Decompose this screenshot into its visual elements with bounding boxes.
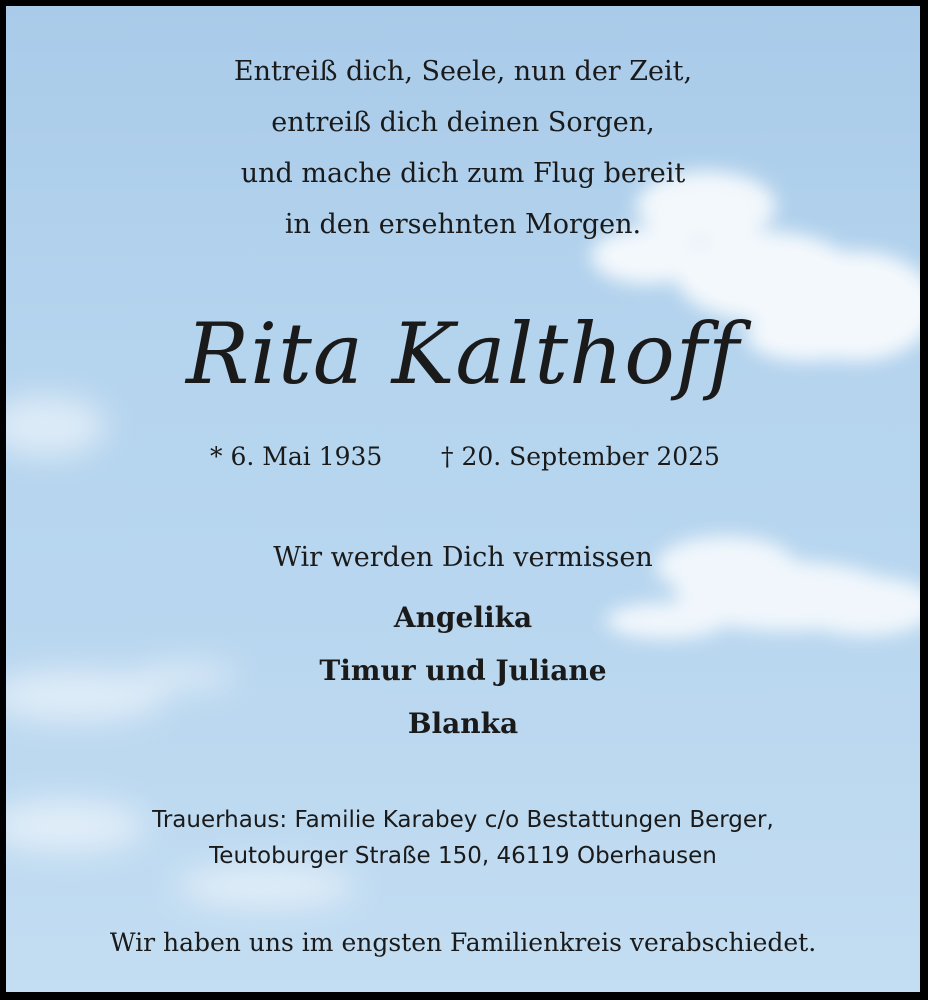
poem (6, 46, 920, 250)
life-dates (6, 442, 920, 482)
deceased-name: Rita Kalthoff (186, 305, 740, 403)
mourner-name: Timur und Juliane (319, 654, 607, 687)
mourners-intro: Wir werden Dich vermissen (273, 542, 653, 573)
poem-line: und mache dich zum Flug bereit (240, 158, 686, 189)
poem-line: Entreiß dich, Seele, nun der Zeit, (233, 56, 693, 87)
address-line: Teutoburger Straße 150, 46119 Oberhausen (209, 843, 717, 869)
farewell-note: Wir haben uns im engsten Familienkreis verabschiedet. (109, 928, 817, 957)
obituary-card (6, 6, 920, 992)
poem-line: in den ersehnten Morgen. (284, 209, 642, 240)
death-date: † 20. September 2025 (441, 442, 720, 471)
birth-date: * 6. Mai 1935 (210, 442, 383, 471)
poem-line: entreiß dich deinen Sorgen, (271, 107, 655, 138)
address-line: Trauerhaus: Familie Karabey c/o Bestattungen Berger, (152, 807, 774, 833)
mourner-name: Blanka (407, 707, 519, 740)
mourner-name: Angelika (393, 601, 533, 634)
mourning-address (6, 802, 920, 874)
